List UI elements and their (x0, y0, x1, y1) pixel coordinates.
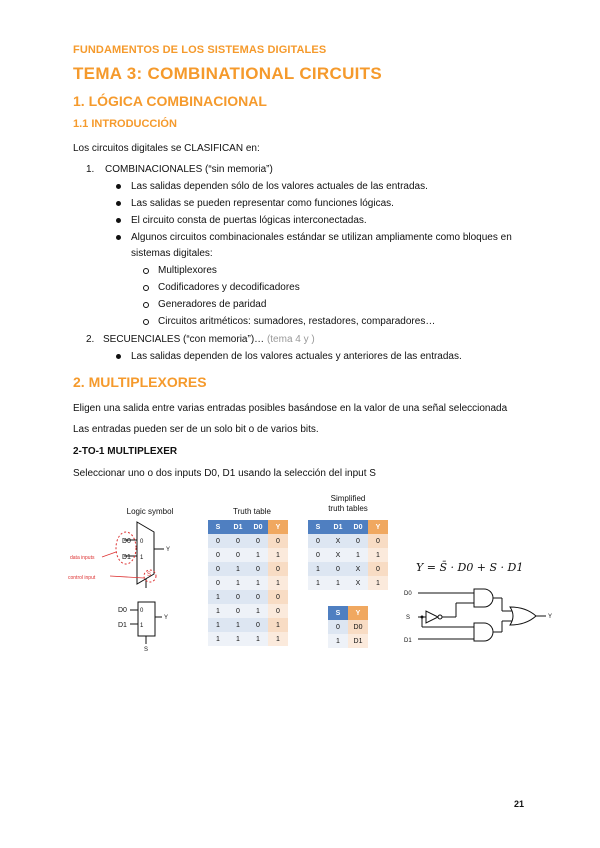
bullet (116, 184, 121, 189)
table-cell: 0 (268, 590, 288, 604)
table-cell: 1 (228, 562, 248, 576)
table-cell: 0 (228, 548, 248, 562)
mux-logic-symbol-plain (110, 600, 190, 652)
list-item: El circuito consta de puertas lógicas interconectadas. (131, 215, 367, 226)
d0-label: D0 (118, 607, 127, 614)
mux-equation: Y = S̄ · D0 + S · D1 (416, 561, 524, 574)
table-header-cell: D0 (248, 520, 268, 534)
table-header-cell: D1 (328, 520, 348, 534)
table-cell: 0 (208, 548, 228, 562)
table-cell: 0 (268, 604, 288, 618)
pin-1-label: 1 (140, 555, 144, 561)
table-header-cell: S (328, 606, 348, 620)
table-cell: 0 (308, 534, 328, 548)
table-header-cell: D1 (228, 520, 248, 534)
table-cell: 1 (308, 576, 328, 590)
y-label: Y (548, 614, 553, 620)
bullet (116, 201, 121, 206)
table-row (308, 562, 388, 576)
table-row (208, 534, 288, 548)
table-cell: X (328, 534, 348, 548)
sub-bullet (143, 268, 149, 274)
table-cell: X (328, 548, 348, 562)
table-header-cell: Y (368, 520, 388, 534)
d0-label: D0 (404, 591, 412, 597)
table-cell: D1 (348, 634, 368, 648)
table-header-row (308, 520, 388, 534)
sub-list-item: Circuitos aritméticos: sumadores, restadores, comparadores… (158, 316, 436, 327)
table-cell: 0 (248, 534, 268, 548)
table-cell: 0 (328, 562, 348, 576)
table-cell: 0 (368, 534, 388, 548)
table-cell: 0 (208, 534, 228, 548)
table-row (208, 632, 288, 646)
table-cell: 1 (248, 604, 268, 618)
intro-text: Los circuitos digitales se CLASIFICAN en: (73, 143, 260, 154)
table-cell: 0 (368, 562, 388, 576)
table-cell: D0 (348, 620, 368, 634)
y-label: Y (164, 615, 169, 621)
table-row (308, 534, 388, 548)
list-item: Las salidas se pueden representar como funciones lógicas. (131, 198, 394, 209)
d1-label: D1 (122, 554, 131, 561)
truth-table (208, 520, 288, 646)
bullet (116, 354, 121, 359)
table-header-row (328, 606, 368, 620)
table-header-cell: S (208, 520, 228, 534)
table-header-cell: Y (348, 606, 368, 620)
list-item: Las salidas dependen de los valores actuales y anteriores de las entradas. (131, 351, 462, 362)
list-item: Algunos circuitos combinacionales estándar se utilizan ampliamente como bloques en (131, 232, 512, 243)
table-cell: 1 (208, 618, 228, 632)
y-label: Y (166, 547, 171, 553)
paragraph: Eligen una salida entre varias entradas posibles basándose en la valor de una señal seleccionada (73, 403, 508, 414)
table-cell: 1 (268, 548, 288, 562)
table-cell: 1 (268, 618, 288, 632)
pin-0-label: 0 (140, 608, 144, 614)
list-item: Las salidas dependen sólo de los valores actuales de las entradas. (131, 181, 428, 192)
table-row (208, 590, 288, 604)
list-number-2: 2. (86, 334, 95, 345)
section1-heading: 1. LÓGICA COMBINACIONAL (73, 93, 267, 109)
table-cell: 1 (208, 632, 228, 646)
d1-label: D1 (404, 638, 412, 644)
sub-list-item: Codificadores y decodificadores (158, 282, 300, 293)
table-cell: 0 (208, 576, 228, 590)
section1-subheading: 1.1 INTRODUCCIÓN (73, 118, 177, 130)
truth-table-caption: Truth table (233, 507, 271, 516)
table-cell: 1 (368, 548, 388, 562)
page-number: 21 (514, 799, 525, 809)
table-cell: 0 (328, 620, 348, 634)
table-header-cell: D0 (348, 520, 368, 534)
table-row (208, 576, 288, 590)
table-header-cell: S (308, 520, 328, 534)
simplified-caption-line2: truth tables (328, 504, 368, 513)
table-cell: 0 (248, 562, 268, 576)
table-cell: 1 (248, 548, 268, 562)
table-cell: 1 (348, 548, 368, 562)
logic-symbol-caption: Logic symbol (126, 507, 174, 516)
secuenciales-label: SECUENCIALES (“con memoria”)… (103, 334, 265, 345)
section2-subheading: 2-TO-1 MULTIPLEXER (73, 446, 178, 457)
section2-heading: 2. MULTIPLEXORES (73, 374, 207, 390)
sub-bullet (143, 319, 149, 325)
secuenciales-note: (tema 4 y ) (266, 334, 315, 345)
table-cell: 1 (208, 590, 228, 604)
table-row (308, 576, 388, 590)
table-cell: 0 (248, 590, 268, 604)
s-label: S (144, 647, 149, 652)
table-row (208, 618, 288, 632)
table-header-cell: Y (268, 520, 288, 534)
bullet (116, 235, 121, 240)
table-row (328, 620, 368, 634)
d0-label: D0 (122, 538, 131, 545)
table-cell: 0 (228, 590, 248, 604)
table-header-row (208, 520, 288, 534)
pin-1-label: 1 (140, 623, 144, 629)
table-cell: 0 (228, 534, 248, 548)
list-item-secuenciales (103, 333, 315, 346)
table-cell: 1 (248, 576, 268, 590)
table-row (208, 604, 288, 618)
table-cell: 1 (368, 576, 388, 590)
table-cell: 1 (228, 618, 248, 632)
paragraph: Las entradas pueden ser de un solo bit o de varios bits. (73, 424, 319, 435)
pin-0-label: 0 (140, 539, 144, 545)
table-row (208, 562, 288, 576)
table-cell: 0 (208, 562, 228, 576)
list-number-1: 1. (86, 164, 95, 175)
sub-bullet (143, 285, 149, 291)
table-cell: 0 (248, 618, 268, 632)
simplified-caption (306, 494, 390, 514)
s-label: S (406, 615, 411, 621)
table-cell: 1 (268, 632, 288, 646)
table-cell: 0 (268, 534, 288, 548)
list-item-continuation: sistemas digitales: (131, 248, 213, 259)
bullet (116, 218, 121, 223)
course-header: FUNDAMENTOS DE LOS SISTEMAS DIGITALES (73, 44, 327, 56)
table-cell: 1 (228, 632, 248, 646)
mux-gate-circuit (396, 585, 566, 645)
table-cell: 1 (248, 632, 268, 646)
data-inputs-label: data inputs (70, 555, 95, 561)
table-cell: 1 (328, 576, 348, 590)
sub-list-item: Generadores de paridad (158, 299, 267, 310)
table-cell: X (348, 562, 368, 576)
s-label: S (147, 572, 152, 578)
table-cell: 1 (328, 634, 348, 648)
sub-list-item: Multiplexores (158, 265, 217, 276)
table-cell: 1 (308, 562, 328, 576)
d1-label: D1 (118, 622, 127, 629)
table-cell: 0 (268, 562, 288, 576)
list-item-combinacionales: COMBINACIONALES (“sin memoria”) (105, 164, 273, 175)
table-cell: 0 (228, 604, 248, 618)
table-cell: 1 (268, 576, 288, 590)
table-cell: X (348, 576, 368, 590)
paragraph: Seleccionar uno o dos inputs D0, D1 usando la selección del input S (73, 468, 376, 479)
control-input-label: control input (68, 575, 96, 581)
sub-bullet (143, 302, 149, 308)
table-row (208, 548, 288, 562)
table-row (308, 548, 388, 562)
simplified-truth-table-2 (328, 606, 368, 648)
simplified-truth-table (308, 520, 388, 590)
table-cell: 0 (308, 548, 328, 562)
table-cell: 1 (208, 604, 228, 618)
table-cell: 0 (348, 534, 368, 548)
table-row (328, 634, 368, 648)
page-title: TEMA 3: COMBINATIONAL CIRCUITS (73, 64, 383, 83)
table-cell: 1 (228, 576, 248, 590)
simplified-caption-line1: Simplified (330, 494, 366, 503)
mux-logic-symbol (60, 518, 190, 590)
